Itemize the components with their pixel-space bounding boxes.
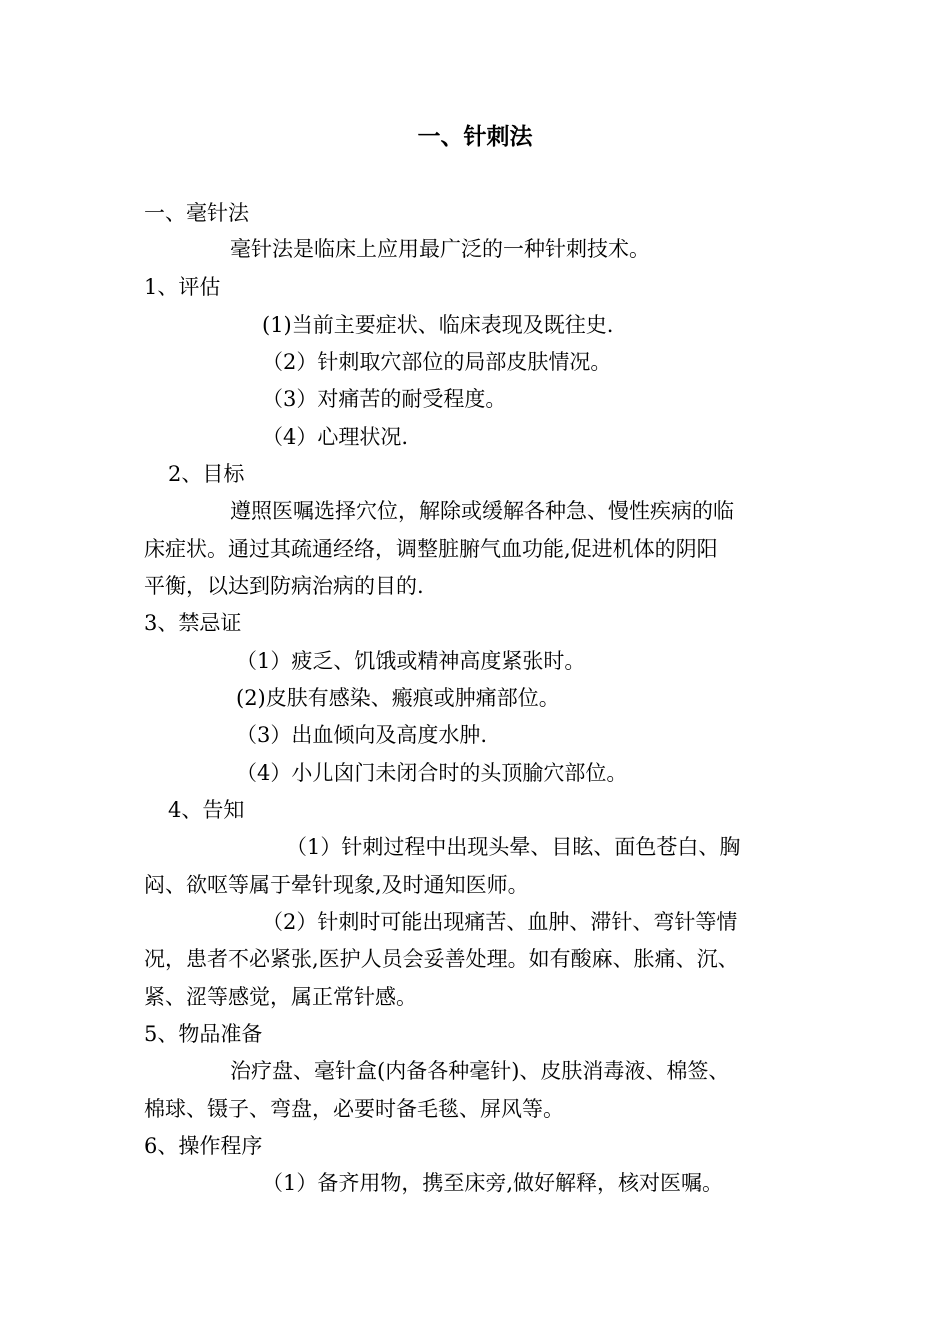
heading-goal: 2、目标 — [168, 462, 245, 486]
page-title: 一、针刺法 — [417, 124, 533, 150]
heading-procedure: 6、操作程序 — [144, 1134, 263, 1158]
contraindication-item: （3）出血倾向及高度水肿. — [236, 723, 488, 747]
goal-line: 遵照医嘱选择穴位，解除或缓解各种急、慢性疾病的临 — [230, 499, 734, 523]
contraindication-item: (2)皮肤有感染、瘢痕或肿痛部位。 — [236, 686, 560, 710]
inform-line: 紧、涩等感觉，属正常针感。 — [144, 985, 417, 1009]
goal-line: 床症状。通过其疏通经络，调整脏腑气血功能,促进机体的阴阳 — [144, 537, 718, 561]
procedure-line: （1）备齐用物，携至床旁,做好解释，核对医嘱。 — [262, 1171, 724, 1195]
heading-contraindications: 3、禁忌证 — [144, 611, 242, 635]
heading-materials: 5、物品准备 — [144, 1022, 263, 1046]
section-heading: 一、毫针法 — [144, 201, 249, 225]
assessment-item: （2）针刺取穴部位的局部皮肤情况。 — [262, 350, 612, 374]
assessment-item: （3）对痛苦的耐受程度。 — [262, 387, 507, 411]
materials-line: 治疗盘、毫针盒(内备各种毫针)、皮肤消毒液、棉签、 — [230, 1059, 730, 1083]
heading-assessment: 1、评估 — [144, 275, 221, 299]
inform-line: 闷、欲呕等属于晕针现象,及时通知医师。 — [144, 873, 529, 897]
heading-inform: 4、告知 — [168, 798, 245, 822]
intro-paragraph: 毫针法是临床上应用最广泛的一种针刺技术。 — [230, 237, 650, 261]
contraindication-item: （4）小儿囟门未闭合时的头顶腧穴部位。 — [236, 761, 628, 785]
goal-line: 平衡，以达到防病治病的目的. — [144, 574, 424, 598]
contraindication-item: （1）疲乏、饥饿或精神高度紧张时。 — [236, 649, 586, 673]
assessment-item: （4）心理状况. — [262, 425, 409, 449]
inform-line: （1）针刺过程中出现头晕、目眩、面色苍白、胸 — [286, 835, 741, 859]
materials-line: 棉球、镊子、弯盘，必要时备毛毯、屏风等。 — [144, 1097, 564, 1121]
assessment-item: (1)当前主要症状、临床表现及既往史. — [262, 313, 614, 337]
inform-line: 况，患者不必紧张,医护人员会妥善处理。如有酸麻、胀痛、沉、 — [144, 947, 739, 971]
inform-line: （2）针刺时可能出现痛苦、血肿、滞针、弯针等情 — [262, 910, 738, 934]
